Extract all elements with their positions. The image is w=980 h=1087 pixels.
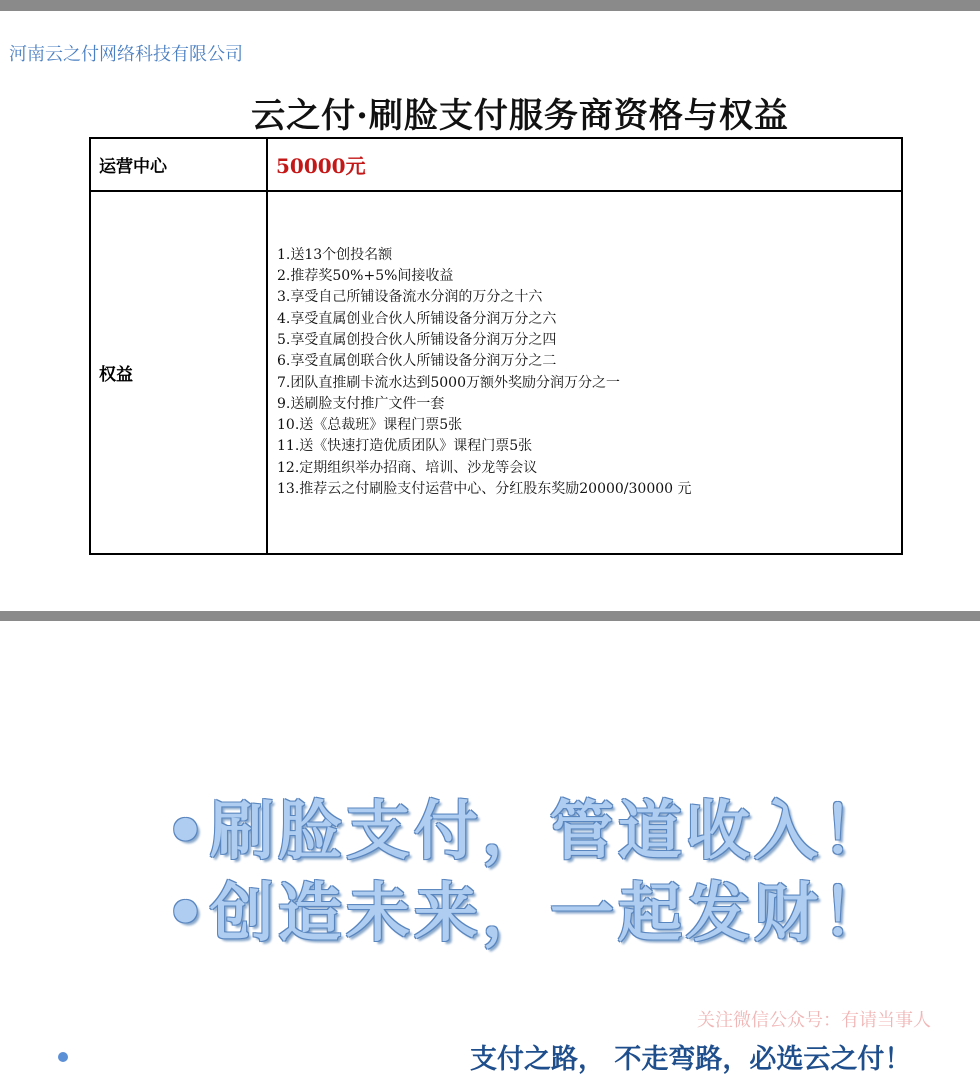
benefit-item: 5.享受直属创投合伙人所铺设备分润万分之四	[277, 331, 557, 348]
benefit-item: 1.送13个创投名额	[277, 246, 393, 263]
benefit-item: 7.团队直推刷卡流水达到5000万额外奖励分润万分之一	[277, 374, 620, 391]
benefits-list	[269, 245, 900, 501]
row-label-operation-center: 运营中心	[90, 138, 267, 191]
benefit-item: 3.享受自己所铺设备流水分润的万分之十六	[277, 289, 543, 306]
benefit-item: 12.定期组织举办招商、培训、沙龙等会议	[277, 459, 538, 476]
footer-slogan: 支付之路， 不走弯路，必选云之付！	[470, 1044, 912, 1075]
page-title: 云之付·刷脸支付服务商资格与权益	[251, 96, 789, 136]
benefit-item: 4.享受直属创业合伙人所铺设备分润万分之六	[277, 310, 557, 327]
slogan-line-1: •刷脸支付，管道收入！	[165, 795, 890, 869]
top-divider-bar	[0, 0, 980, 11]
price-value: 50000元	[267, 138, 902, 191]
company-name: 河南云之付网络科技有限公司	[9, 44, 243, 65]
rights-table	[89, 137, 903, 555]
benefit-item: 10.送《总裁班》课程门票5张	[277, 417, 463, 434]
slide-divider-bar	[0, 611, 980, 621]
table-row	[90, 191, 902, 554]
bullet-dot-icon	[58, 1052, 68, 1062]
benefit-item: 6.享受直属创联合伙人所铺设备分润万分之二	[277, 353, 557, 370]
benefit-item: 2.推荐奖50%+5%间接收益	[277, 268, 454, 285]
slogan-line-2: •创造未来，一起发财！	[165, 877, 890, 951]
wechat-watermark: 关注微信公众号：有请当事人	[697, 1010, 931, 1031]
benefit-item: 9.送刷脸支付推广文件一套	[277, 395, 445, 412]
benefits-cell	[267, 191, 902, 554]
row-label-rights: 权益	[90, 191, 267, 554]
table-row	[90, 138, 902, 191]
benefit-item: 11.送《快速打造优质团队》课程门票5张	[277, 438, 533, 455]
benefit-item: 13.推荐云之付刷脸支付运营中心、分红股东奖励20000/30000 元	[277, 480, 692, 497]
